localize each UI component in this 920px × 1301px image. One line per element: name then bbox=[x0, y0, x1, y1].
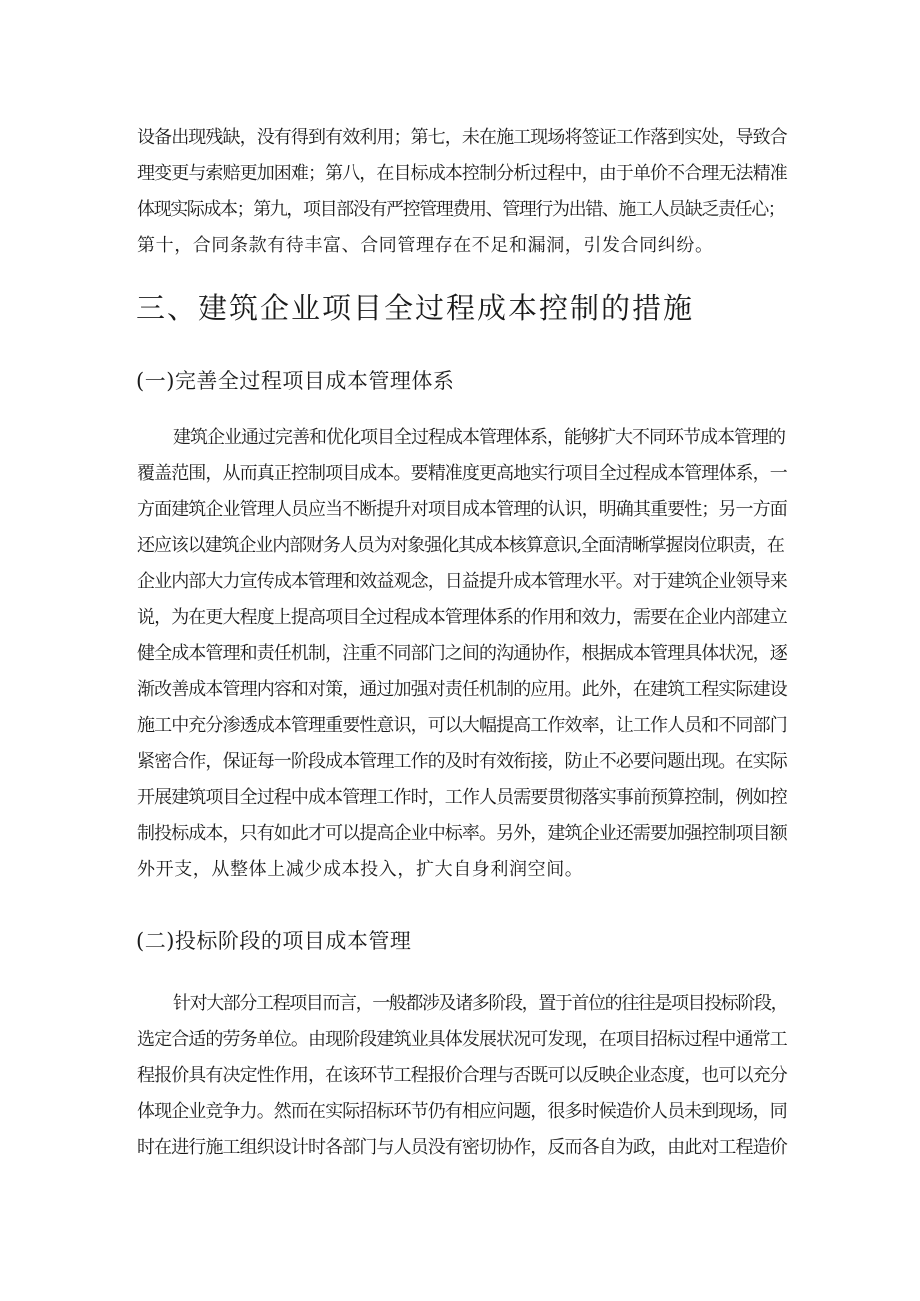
paragraph-line: 时在进行施工组织设计时各部门与人员没有密切协作，反而各自为政，由此对工程造价 bbox=[137, 1137, 787, 1158]
paragraph-line: 施工中充分渗透成本管理重要性意识，可以大幅提高工作效率，让工作人员和不同部门 bbox=[137, 715, 787, 736]
paragraph-line: 设备出现残缺，没有得到有效利用；第七，未在施工现场将签证工作落到实处，导致合 bbox=[137, 127, 787, 148]
subsection-heading: (二)投标阶段的项目成本管理 bbox=[136, 929, 412, 953]
paragraph-line: 开展建筑项目全过程中成本管理工作时，工作人员需要贯彻落实事前预算控制，例如控 bbox=[137, 787, 787, 808]
subsection-heading: (一)完善全过程项目成本管理体系 bbox=[136, 369, 455, 393]
paragraph-line: 健全成本管理和责任机制，注重不同部门之间的沟通协作，根据成本管理具体状况，逐 bbox=[137, 643, 787, 664]
paragraph-line: 制投标成本，只有如此才可以提高企业中标率。另外，建筑企业还需要加强控制项目额 bbox=[137, 823, 787, 844]
paragraph-line: 针对大部分工程项目而言，一般都涉及诸多阶段，置于首位的往往是项目投标阶段， bbox=[173, 993, 788, 1014]
paragraph-line: 覆盖范围，从而真正控制项目成本。要精准度更高地实行项目全过程成本管理体系，一 bbox=[137, 463, 787, 484]
paragraph-line: 选定合适的劳务单位。由现阶段建筑业具体发展状况可发现，在项目招标过程中通常工 bbox=[137, 1029, 787, 1050]
paragraph-line: 方面建筑企业管理人员应当不断提升对项目成本管理的认识，明确其重要性；另一方面 bbox=[137, 499, 787, 520]
paragraph-line: 体现实际成本；第九，项目部没有严控管理费用、管理行为出错、施工人员缺乏责任心； bbox=[137, 199, 785, 220]
paragraph-line: 第十，合同条款有待丰富、合同管理存在不足和漏洞，引发合同纠纷。 bbox=[137, 235, 714, 256]
paragraph-line: 渐改善成本管理内容和对策，通过加强对责任机制的应用。此外，在建筑工程实际建设 bbox=[137, 679, 787, 700]
paragraph-line: 说，为在更大程度上提高项目全过程成本管理体系的作用和效力，需要在企业内部建立 bbox=[137, 607, 787, 628]
paragraph-line: 外开支，从整体上减少成本投入，扩大自身利润空间。 bbox=[137, 859, 584, 880]
paragraph-line: 程报价具有决定性作用，在该环节工程报价合理与否既可以反映企业态度，也可以充分 bbox=[137, 1065, 787, 1086]
paragraph-line: 紧密合作，保证每一阶段成本管理工作的及时有效衔接，防止不必要问题出现。在实际 bbox=[137, 751, 787, 772]
paragraph-line: 企业内部大力宣传成本管理和效益观念，日益提升成本管理水平。对于建筑企业领导来 bbox=[137, 571, 787, 592]
paragraph-line: 理变更与索赔更加困难；第八，在目标成本控制分析过程中，由于单价不合理无法精准 bbox=[137, 163, 787, 184]
section-heading: 三、建筑企业项目全过程成本控制的措施 bbox=[136, 291, 695, 325]
paragraph-line: 体现企业竞争力。然而在实际招标环节仍有相应问题，很多时候造价人员未到现场，同 bbox=[137, 1101, 787, 1122]
paragraph-line: 建筑企业通过完善和优化项目全过程成本管理体系，能够扩大不同环节成本管理的 bbox=[173, 427, 785, 448]
paragraph-line: 还应该以建筑企业内部财务人员为对象强化其成本核算意识,全面清晰掌握岗位职责，在 bbox=[137, 535, 784, 556]
